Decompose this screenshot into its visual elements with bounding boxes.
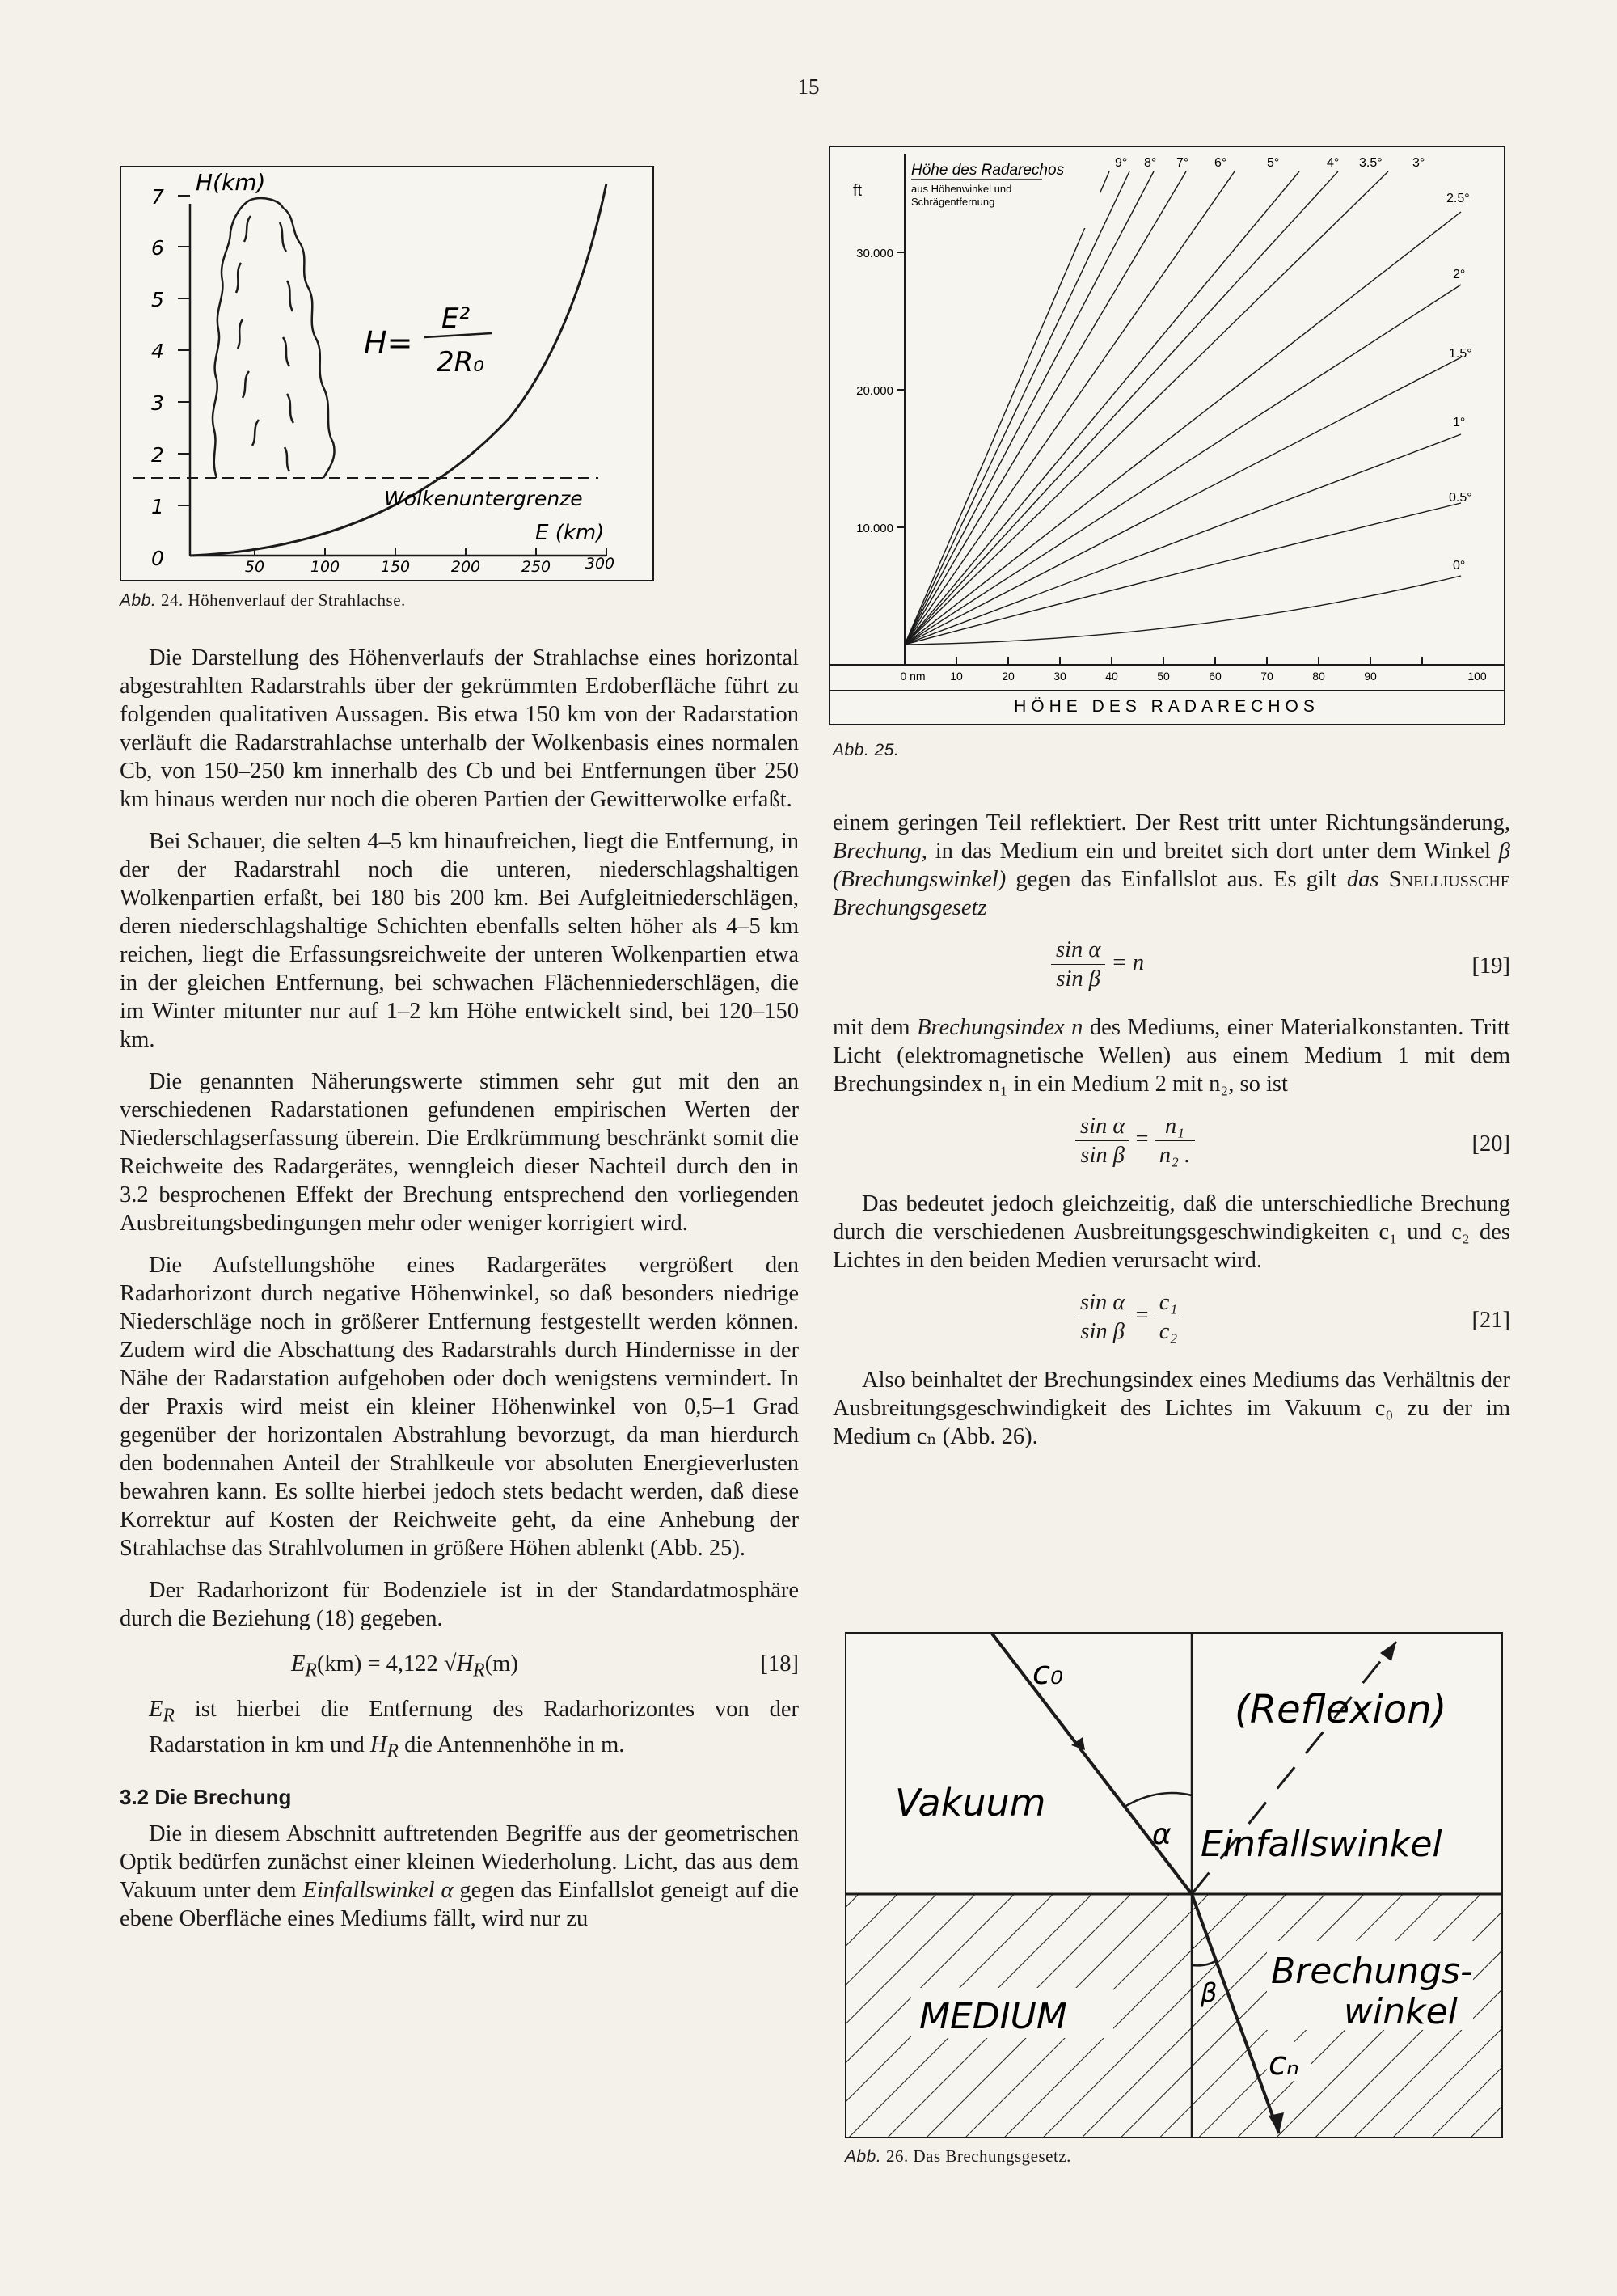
eq20-l-den: sin β bbox=[1080, 1143, 1125, 1168]
figure-25-graphic bbox=[830, 147, 1504, 724]
fig25-x-tick: 60 bbox=[1209, 670, 1222, 683]
text-span: das bbox=[1346, 867, 1379, 892]
fig26-medium: MEDIUM bbox=[919, 1996, 1067, 2037]
fig25-title: Höhe des Radarechos bbox=[911, 162, 1065, 179]
fig25-angle-label: 0.5° bbox=[1449, 491, 1472, 505]
fig25-angle-label: 6° bbox=[1214, 156, 1227, 170]
fig24-y-tick: 3 bbox=[151, 391, 164, 415]
paragraph: Bei Schauer, die selten 4–5 km hinaufreichen, liegt die Entfernung, in der der Radarstrahl noch die unteren, niederschlagshaltigen Wolkenpartien erfaßt, bei 180 bis 200 km. Bei Aufgleitniederschlägen, deren niederschlagshaltige Schichten ebenfalls selten höher als 4–5 km reichen, liegt die Erfassungsreichweite der unteren Wolkenpartien etwa in der gleichen Entfernung, bei schwachen Flächenniederschlägen, die im Winter mitunter nur auf 1–2 km Höhe entwickelt sind, bei 120–150 km. bbox=[120, 829, 799, 1052]
fig24-cloud-base-label: Wolkenuntergrenze bbox=[384, 487, 583, 510]
fig24-x-tick: 150 bbox=[380, 558, 411, 576]
caption-text: Abb. 25. bbox=[833, 741, 900, 759]
fig25-angle-label: 3.5° bbox=[1359, 156, 1383, 170]
fig24-y-tick: 4 bbox=[151, 340, 164, 363]
fig25-x-tick: 70 bbox=[1260, 670, 1273, 683]
fig25-x-tick: 0 nm bbox=[900, 670, 926, 683]
eq18-end: (m) bbox=[484, 1651, 518, 1677]
fig26-alpha: α bbox=[1152, 1818, 1172, 1851]
er-sub: R bbox=[163, 1705, 175, 1727]
eq19-denominator: sin β bbox=[1056, 966, 1100, 992]
figure-26 bbox=[845, 1632, 1503, 2138]
eq19-numerator: sin α bbox=[1051, 936, 1105, 965]
paragraph bbox=[120, 1820, 799, 1933]
paragraph bbox=[833, 1013, 1510, 1098]
hr-sub: R bbox=[386, 1740, 399, 1762]
fig26-einfallswinkel: Einfallswinkel bbox=[1201, 1824, 1442, 1865]
fig25-subtitle-2: Schrägentfernung bbox=[911, 196, 995, 208]
figure-26-caption bbox=[845, 2146, 1071, 2167]
figure-24 bbox=[120, 166, 654, 581]
eq19-number: [19] bbox=[1471, 953, 1510, 979]
section-heading: 3.2 Die Brechung bbox=[120, 1785, 292, 1810]
fig25-angle-label: 8° bbox=[1144, 156, 1157, 170]
fig25-unit: ft bbox=[853, 182, 863, 200]
figure-26-graphic bbox=[846, 1634, 1501, 2137]
fig26-c0: c₀ bbox=[1032, 1655, 1064, 1692]
paragraph: Das bedeutet jedoch gleichzeitig, daß die unterschiedliche Brechung durch die verschiedenen Ausbreitungsgeschwindigkeiten c₁ und c₂ des Lichtes in den beiden Medien verursacht wird. bbox=[833, 1191, 1510, 1273]
fig25-angle-label: 5° bbox=[1267, 156, 1280, 170]
text-span: gegen das Einfallslot aus. Es gilt bbox=[1006, 867, 1347, 892]
text-span: ist hierbei die Entfernung des Radarhorizontes von der Radarstation in km und bbox=[149, 1697, 799, 1757]
fig25-x-tick: 10 bbox=[950, 670, 963, 683]
fig25-x-tick: 90 bbox=[1364, 670, 1377, 683]
fig24-x-tick: 250 bbox=[521, 558, 551, 576]
caption-abb: Abb. bbox=[845, 2147, 882, 2166]
fig25-angle-label: 1.5° bbox=[1449, 347, 1472, 361]
eq21-number: [21] bbox=[1471, 1308, 1510, 1333]
fig25-y-tick: 20.000 bbox=[856, 384, 893, 398]
fig24-formula-lhs: H= bbox=[364, 325, 413, 361]
fig25-x-tick: 80 bbox=[1312, 670, 1325, 683]
eq20-r-den: n₂ . bbox=[1159, 1143, 1191, 1168]
right-column bbox=[833, 809, 1510, 1465]
eq21-l-num: sin α bbox=[1075, 1288, 1129, 1317]
fig24-x-tick: 300 bbox=[585, 555, 615, 573]
figure-25-caption bbox=[833, 740, 899, 760]
text-span: mit dem bbox=[833, 1015, 918, 1040]
eq19-rhs: = n bbox=[1111, 950, 1145, 976]
fig24-x-label: E (km) bbox=[535, 521, 605, 545]
fig25-x-tick: 20 bbox=[1002, 670, 1015, 683]
figure-24-caption bbox=[120, 590, 406, 611]
fig24-y-tick: 0 bbox=[151, 547, 164, 570]
text-span: Einfallswinkel α bbox=[302, 1878, 454, 1904]
paragraph: Also beinhaltet der Brechungsindex eines Mediums das Verhältnis der Ausbreitungsgeschwindigkeit des Lichtes im Vakuum c₀ zu der im Medium cₙ (Abb. 26). bbox=[833, 1368, 1510, 1449]
eq18-h: H bbox=[456, 1651, 474, 1677]
fig26-vakuum: Vakuum bbox=[895, 1781, 1046, 1825]
equation-19 bbox=[833, 936, 1510, 1004]
fig24-x-tick: 100 bbox=[310, 558, 340, 576]
paragraph: Die Darstellung des Höhenverlaufs der Strahlachse eines horizontal abgestrahlten Radarstrahls über der gekrümmten Erdoberfläche führt zu folgenden qualitativen Aussagen. Bis etwa 150 km von der Radarstation verläuft die Radarstrahlachse unterhalb der Wolkenbasis eines normalen Cb, von 150–250 km innerhalb des Cb und bei Entfernungen über 250 km hinaus werden nur noch die oberen Partien der Gewitterwolke erfaßt. bbox=[120, 645, 799, 812]
fig25-y-tick: 30.000 bbox=[856, 247, 893, 260]
fig25-angle-label: 7° bbox=[1176, 156, 1189, 170]
eq20-number: [20] bbox=[1471, 1131, 1510, 1156]
fig25-x-tick: 40 bbox=[1105, 670, 1118, 683]
eq18-e-sub: R bbox=[305, 1660, 317, 1681]
text-span: die Antennenhöhe in m. bbox=[399, 1732, 625, 1757]
fig24-formula-den: 2R₀ bbox=[437, 346, 484, 378]
equation-18 bbox=[120, 1647, 799, 1684]
eq18-mid: (km) = 4,122 bbox=[316, 1651, 438, 1677]
hr-symbol: H bbox=[369, 1732, 387, 1757]
fig24-y-tick: 1 bbox=[151, 495, 164, 518]
equation-21: $\frac{\text{sin α}}{\text{sin β}}$ = $\frac{\text{c₁}}{\text{c₂}}$ [21] bbox=[833, 1288, 1510, 1356]
eq20-r-num: n₁ bbox=[1155, 1112, 1195, 1141]
sqrt-icon: √ bbox=[443, 1651, 457, 1677]
fig24-x-tick: 50 bbox=[244, 558, 265, 576]
fig25-angle-label: 2° bbox=[1453, 268, 1466, 281]
fig25-x-tick: 50 bbox=[1157, 670, 1170, 683]
fig25-angle-label: 2.5° bbox=[1446, 192, 1470, 205]
text-span: des Mediums, einer Materialkonstanten. Tritt Licht (elektromagnetische Wellen) aus einem Medium 1 mit dem Brechungsindex n₁ in ein Medium 2 mit n₂, so ist bbox=[833, 1015, 1510, 1097]
fig25-x-axis-title: HÖHE DES RADARECHOS bbox=[1014, 697, 1319, 716]
fig26-reflexion: (Reflexion) bbox=[1235, 1687, 1447, 1732]
paragraph: Die genannten Näherungswerte stimmen sehr gut mit den an verschiedenen Radarstationen gefundenen empirischen Werten der Niederschlagserfassung überein. Die Erdkrümmung beschränkt somit die Reichweite des Radargerätes, wenngleich dieser Nachteil durch den in 3.2 besprochenen Effekt der Brechung entsprechend den vorliegenden Ausbreitungsbedingungen mehr oder weniger korrigiert wird. bbox=[120, 1069, 799, 1236]
left-column bbox=[120, 644, 799, 1947]
fig24-x-tick: 200 bbox=[450, 558, 481, 576]
equation-20: $\frac{\text{sin α}}{\text{sin β}}$ = $\frac{\text{n₁}}{\text{n₂ .}}$ [20] bbox=[833, 1112, 1510, 1180]
fig24-y-tick: 7 bbox=[151, 185, 164, 209]
eq21-r-den: c₂ bbox=[1159, 1319, 1178, 1344]
eq21-l-den: sin β bbox=[1080, 1319, 1125, 1344]
page-number: 15 bbox=[797, 74, 820, 99]
fig25-angle-label: 0° bbox=[1453, 559, 1466, 573]
text-span: Die in diesem Abschnitt auftretenden Begriffe aus der geometrischen Optik bedürfen zunächst einer kleinen Wiederholung. Licht, das aus dem Vakuum unter dem bbox=[120, 1821, 799, 1904]
eq21-r-num: c₁ bbox=[1155, 1288, 1183, 1317]
caption-text: 24. Höhenverlauf der Strahlachse. bbox=[160, 590, 406, 610]
fig25-x-tick: 100 bbox=[1467, 670, 1487, 683]
fig25-angle-label: 4° bbox=[1327, 156, 1340, 170]
fig25-subtitle-1: aus Höhenwinkel und bbox=[911, 183, 1012, 195]
fig26-beta: β bbox=[1201, 1977, 1218, 2008]
fig26-winkel: winkel bbox=[1344, 1991, 1458, 2032]
fig25-angle-label: 3° bbox=[1412, 156, 1425, 170]
paragraph bbox=[833, 809, 1510, 922]
text-span: Snelliussche bbox=[1388, 867, 1510, 892]
paragraph bbox=[120, 1695, 799, 1765]
fig25-y-tick: 10.000 bbox=[856, 522, 893, 535]
fig25-angle-label: 1° bbox=[1453, 416, 1466, 429]
eq18-e: E bbox=[291, 1651, 306, 1677]
fig25-angle-label: 9° bbox=[1115, 156, 1128, 170]
fig26-brechungs: Brechungs- bbox=[1271, 1951, 1473, 1992]
fig25-x-tick: 30 bbox=[1053, 670, 1066, 683]
text-span: β (Brechungswinkel) bbox=[833, 839, 1510, 892]
eq18-number: [18] bbox=[760, 1651, 799, 1677]
text-span: Brechungsgesetz bbox=[833, 895, 987, 920]
text-span: gegen das Einfallslot geneigt auf die ebene Oberfläche eines Mediums fällt, wird nur zu bbox=[120, 1878, 799, 1932]
text-span: Brechungsindex n bbox=[917, 1015, 1083, 1040]
fig24-y-label: H(km) bbox=[196, 169, 266, 196]
figure-24-graphic bbox=[121, 167, 652, 580]
fig26-cn: cₙ bbox=[1269, 2045, 1299, 2082]
fig24-formula-num: E² bbox=[441, 302, 471, 335]
eq20-l-num: sin α bbox=[1075, 1112, 1129, 1141]
er-symbol: E bbox=[149, 1697, 163, 1722]
text-span: in das Medium ein und breitet sich dort unter dem Winkel bbox=[927, 839, 1499, 864]
fig24-y-tick: 2 bbox=[151, 443, 164, 467]
paragraph: Die Aufstellungshöhe eines Radargerätes vergrößert den Radarhorizont durch negative Höhenwinkel, so daß besonders niedrige Niederschläge noch in größerer Entfernung festgestellt werden können. Zudem wird die Abschattung des Radarstrahls durch Hindernisse in der Nähe der Radarstation aufgehoben oder doch wenigstens vermindert. In der Praxis wird meist ein kleiner Höhenwinkel von 0,5–1 Grad gegenüber der horizontalen Abstrahlung bevorzugt, da man hierdurch den bodennahen Anteil der Strahlkeule vor absoluten Energieverlusten bewahren kann. Es sollte hierbei jedoch stets bedacht werden, daß diese Korrektur auf Kosten der Reichweite geht, da eine Anhebung der Strahlachse das Strahlvolumen in größere Höhen ablenkt (Abb. 25). bbox=[120, 1253, 799, 1561]
caption-abb: Abb. bbox=[120, 591, 157, 610]
fig24-y-tick: 6 bbox=[151, 236, 164, 260]
fig24-y-tick: 5 bbox=[151, 288, 164, 311]
figure-25 bbox=[829, 146, 1505, 725]
eq18-h-sub: R bbox=[473, 1660, 485, 1681]
paragraph: Der Radarhorizont für Bodenziele ist in der Standardatmosphäre durch die Beziehung (18) gegeben. bbox=[120, 1578, 799, 1631]
caption-text: 26. Das Brechungsgesetz. bbox=[885, 2146, 1071, 2166]
text-span: einem geringen Teil reflektiert. Der Rest tritt unter Richtungsänderung, bbox=[833, 810, 1510, 835]
text-span: Brechung, bbox=[833, 839, 927, 864]
